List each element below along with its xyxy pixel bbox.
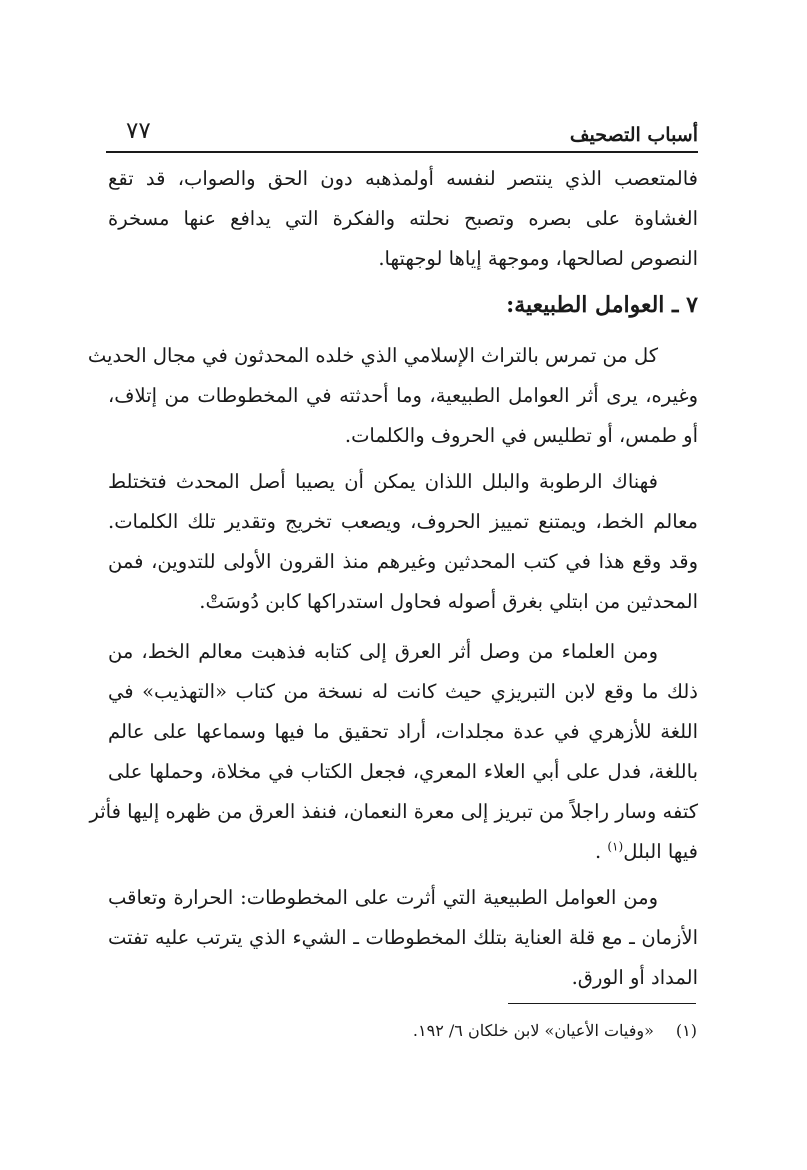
footnote	[107, 1018, 697, 1044]
text-line: كتفه وسار راجلاً من تبريز إلى معرة النعمان، فنفذ العرق من ظهره إليها فأثر	[89, 800, 698, 823]
text-line: فالمتعصب الذي ينتصر لنفسه أولمذهبه دون الحق والصواب، قد تقع	[108, 167, 698, 190]
text-line: وغيره، يرى أثر العوامل الطبيعية، وما أحدثته في المخطوطات من إتلاف،	[108, 384, 698, 407]
footnote-text: «وفيات الأعيان» لابن خلكان ٦/ ١٩٢.	[412, 1021, 654, 1040]
text-line: ومن العلماء من وصل أثر العرق إلى كتابه فذهبت معالم الخط، من	[108, 640, 658, 663]
text-line: ذلك ما وقع لابن التبريزي حيث كانت له نسخة من كتاب «التهذيب» في	[108, 680, 698, 703]
text-line: المداد أو الورق.	[571, 966, 698, 989]
running-header	[106, 112, 698, 152]
text-line: المحدثين من ابتلي بغرق أصوله فحاول استدراكها كابن دُوسَتْ.	[199, 590, 698, 613]
page-number: ٧٧	[126, 118, 151, 144]
header-rule	[106, 151, 698, 153]
text-line: فهناك الرطوبة والبلل اللذان يمكن أن يصيبا أصل المحدث فتختلط	[108, 470, 658, 493]
text-line: الأزمان ـ مع قلة العناية بتلك المخطوطات ـ الشيء الذي يترتب عليه تفتت	[108, 926, 698, 949]
header-title: أسباب التصحيف	[569, 124, 698, 146]
footnote-reference[interactable]: (١)	[607, 839, 624, 854]
text-line: اللغة للأزهري في عدة مجلدات، أراد تحقيق ما فيها وسماعها على عالم	[108, 720, 698, 743]
footnote-number: (١)	[675, 1021, 697, 1040]
text-line: ومن العوامل الطبيعية التي أثرت على المخطوطات: الحرارة وتعاقب	[108, 886, 658, 909]
text-line: الغشاوة على بصره وتصبح نحلته والفكرة التي يدافع عنها مسخرة	[108, 207, 698, 230]
text-line: وقد وقع هذا في كتب المحدثين وغيرهم منذ القرون الأولى للتدوين، فمن	[108, 550, 698, 573]
text-fragment: فيها البلل	[623, 840, 698, 863]
section-heading: ٧ ـ العوامل الطبيعية:	[506, 292, 698, 318]
text-line: النصوص لصالحها، وموجهة إياها لوجهتها.	[378, 247, 698, 270]
text-line: أو طمس، أو تطليس في الحروف والكلمات.	[344, 424, 698, 447]
text-line: فيها البلل$^{(١)}$ .	[594, 839, 698, 863]
footnote-rule	[508, 1003, 696, 1004]
text-line: معالم الخط، ويمتنع تمييز الحروف، ويصعب تخريج وتقدير تلك الكلمات.	[108, 510, 698, 533]
text-line: كل من تمرس بالتراث الإسلامي الذي خلده المحدثون في مجال الحديث	[87, 344, 658, 367]
text-line: باللغة، فدل على أبي العلاء المعري، فجعل الكتاب في مخلاة، وحملها على	[108, 760, 698, 783]
